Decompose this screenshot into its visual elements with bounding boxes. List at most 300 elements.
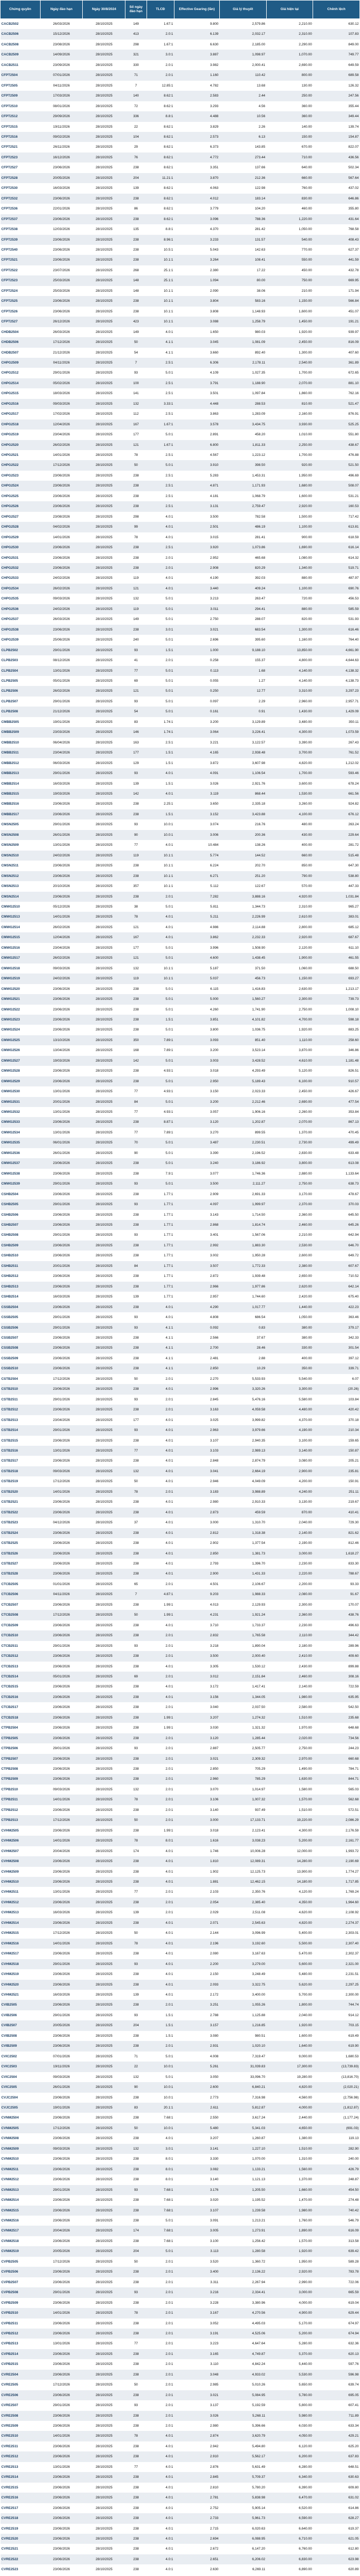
cell-difference: 710.52 xyxy=(313,1271,360,1281)
cell-days-left: 93 xyxy=(125,1395,147,1405)
cell-trade-date: 28/10/2025 xyxy=(83,1672,125,1682)
cell-effective-gearing: 2.611 xyxy=(174,2103,219,2113)
cell-code: CVHM2519 xyxy=(1,1969,41,1979)
cell-trade-date: 28/10/2025 xyxy=(83,388,125,398)
cell-trade-date: 28/10/2025 xyxy=(83,2226,125,2236)
cell-difference: 355.80 xyxy=(313,204,360,214)
cell-code: CVHM2516 xyxy=(1,1939,41,1949)
cell-ratio: 1.77:1 xyxy=(147,1230,174,1240)
cell-market-price: 3,100.00 xyxy=(266,1436,313,1446)
cell-days-left: 93 xyxy=(125,768,147,778)
table-row xyxy=(1,1959,360,1969)
table-row xyxy=(1,1538,360,1548)
cell-code: CMWG2532 xyxy=(1,1107,41,1117)
cell-days-left: 238 xyxy=(125,1651,147,1661)
cell-theoretical-price: 3,226.41 xyxy=(219,727,266,737)
cell-market-price: 1,060.00 xyxy=(266,963,313,974)
cell-effective-gearing: 4.181 xyxy=(174,491,219,501)
cell-code: CTPB2504 xyxy=(1,1723,41,1733)
cell-theoretical-price: 1,560.27 xyxy=(219,994,266,1004)
cell-trade-date: 28/10/2025 xyxy=(83,2185,125,2195)
cell-effective-gearing: 3.015 xyxy=(174,532,219,542)
cell-trade-date: 28/10/2025 xyxy=(83,2236,125,2246)
cell-difference: 247.56 xyxy=(313,91,360,101)
cell-market-price: 2,370.00 xyxy=(266,1199,313,1209)
cell-ratio: 8.87:1 xyxy=(147,1117,174,1127)
cell-theoretical-price: 2,910.33 xyxy=(219,1497,266,1507)
cell-listing-date: 09/03/2026 xyxy=(40,1785,83,1795)
cell-listing-date: 23/08/2026 xyxy=(40,40,83,50)
cell-difference: 171.94 xyxy=(313,286,360,296)
cell-code: CVPB2510 xyxy=(1,2308,41,2318)
cell-ratio: 10.0:1 xyxy=(147,2062,174,2072)
table-row xyxy=(1,1015,360,1025)
cell-trade-date: 28/10/2025 xyxy=(83,1363,125,1373)
cell-theoretical-price: 1,741.90 xyxy=(219,1005,266,1015)
table-row xyxy=(1,204,360,214)
cell-effective-gearing: 4.231 xyxy=(174,1610,219,1620)
cell-ratio: 2.0:1 xyxy=(147,1641,174,1651)
table-row xyxy=(1,2010,360,2020)
cell-theoretical-price: 1,321.32 xyxy=(219,1723,266,1733)
cell-code: CMWG2536 xyxy=(1,1148,41,1158)
cell-difference: 429.21 xyxy=(313,2431,360,2441)
cell-effective-gearing: 2.172 xyxy=(174,1990,219,2000)
table-row xyxy=(1,2041,360,2051)
table-row xyxy=(1,1569,360,1579)
table-row xyxy=(1,358,360,368)
cell-theoretical-price: 3,320.26 xyxy=(219,1384,266,1394)
table-row xyxy=(1,440,360,450)
cell-listing-date: 13/01/2026 xyxy=(40,1887,83,1897)
table-row xyxy=(1,1508,360,1518)
cell-trade-date: 28/10/2025 xyxy=(83,2483,125,2493)
table-row xyxy=(1,70,360,80)
cell-trade-date: 28/10/2025 xyxy=(83,1662,125,1672)
cell-effective-gearing: 3.650 xyxy=(174,799,219,809)
cell-theoretical-price: 6,088.95 xyxy=(219,2534,266,2544)
cell-code: CVNM2518 xyxy=(1,2236,41,2246)
cell-listing-date: 23/06/2026 xyxy=(40,553,83,563)
table-row xyxy=(1,50,360,60)
cell-trade-date: 28/10/2025 xyxy=(83,235,125,245)
cell-difference: 616.09 xyxy=(313,2226,360,2236)
cell-market-price: 3,140.00 xyxy=(266,1446,313,1456)
cell-listing-date: 23/06/2026 xyxy=(40,1867,83,1877)
table-row xyxy=(1,2400,360,2410)
cell-code: CVIB2505 xyxy=(1,2000,41,2010)
table-row xyxy=(1,40,360,50)
cell-effective-gearing: 3.910 xyxy=(174,460,219,470)
cell-trade-date: 28/10/2025 xyxy=(83,1897,125,1907)
cell-difference: 812.46 xyxy=(313,1538,360,1548)
cell-theoretical-price: 273.44 xyxy=(219,152,266,163)
cell-trade-date: 28/10/2025 xyxy=(83,50,125,60)
cell-listing-date: 23/06/2026 xyxy=(40,214,83,224)
cell-code: CVPB2507 xyxy=(1,2277,41,2287)
cell-theoretical-price: 1,567.06 xyxy=(219,1230,266,1240)
cell-code: CMWG2514 xyxy=(1,922,41,932)
cell-listing-date: 17/12/2026 xyxy=(40,1928,83,1938)
cell-effective-gearing: 3.091 xyxy=(174,2216,219,2226)
cell-difference: 685.12 xyxy=(313,922,360,932)
cell-theoretical-price: 200.36 xyxy=(219,830,266,840)
cell-code: CTCB2513 xyxy=(1,1662,41,1672)
cell-code: CMSN2509 xyxy=(1,840,41,850)
cell-code: CVPB2508 xyxy=(1,2287,41,2297)
cell-code: CFPT2521 xyxy=(1,255,41,265)
cell-theoretical-price: 2,226.99 xyxy=(219,912,266,922)
cell-code: CFPT2509 xyxy=(1,91,41,101)
cell-market-price: 5,480.00 xyxy=(266,1969,313,1979)
cell-trade-date: 28/10/2025 xyxy=(83,1374,125,1384)
cell-days-left: 238 xyxy=(125,994,147,1004)
cell-days-left: 69 xyxy=(125,676,147,686)
cell-code: CSHB2505 xyxy=(1,1199,41,1209)
cell-market-price: 2,900.00 xyxy=(266,1466,313,1476)
cell-listing-date: 12/03/2026 xyxy=(40,224,83,234)
cell-listing-date: 16/03/2026 xyxy=(40,183,83,193)
cell-effective-gearing: 10.484 xyxy=(174,840,219,850)
cell-days-left: 238 xyxy=(125,1251,147,1261)
cell-difference: (13,739.83) xyxy=(313,2062,360,2072)
cell-difference: 689.58 xyxy=(313,70,360,80)
cell-listing-date: 26/02/2026 xyxy=(40,922,83,932)
cell-theoretical-price: 2,023.33 xyxy=(219,1086,266,1096)
cell-theoretical-price: 5,709.37 xyxy=(219,2472,266,2482)
cell-ratio: 4.0:1 xyxy=(147,1969,174,1979)
table-row xyxy=(1,19,360,30)
cell-ratio: 10.1:1 xyxy=(147,255,174,265)
cell-days-left: 78 xyxy=(125,1795,147,1805)
cell-effective-gearing: 1.902 xyxy=(174,1867,219,1877)
cell-theoretical-price: 4,049.09 xyxy=(219,1476,266,1486)
cell-theoretical-price: 5,396.66 xyxy=(219,2421,266,2431)
cell-days-left: 298 xyxy=(125,512,147,522)
cell-trade-date: 28/10/2025 xyxy=(83,101,125,111)
cell-code: CFPT2510 xyxy=(1,101,41,111)
cell-code: CVNM2516 xyxy=(1,2216,41,2226)
cell-market-price: 4,620.00 xyxy=(266,1907,313,1917)
cell-listing-date: 23/06/2026 xyxy=(40,1333,83,1343)
cell-code: CSTB2512 xyxy=(1,1405,41,1415)
cell-theoretical-price: 3,617.24 xyxy=(219,2113,266,2123)
cell-market-price: 4,120.00 xyxy=(266,1887,313,1897)
cell-effective-gearing: 3.870 xyxy=(174,173,219,183)
cell-market-price: 480.00 xyxy=(266,819,313,829)
cell-listing-date: 23/06/2026 xyxy=(40,2493,83,2503)
cell-difference: 477.54 xyxy=(313,1097,360,1107)
cell-listing-date: 12/04/2026 xyxy=(40,419,83,430)
header-code: Chứng quyền xyxy=(1,1,41,19)
cell-listing-date: 23/06/2026 xyxy=(40,1662,83,1672)
cell-trade-date: 28/10/2025 xyxy=(83,1282,125,1292)
cell-ratio: 2.0:1 xyxy=(147,563,174,573)
cell-listing-date: 29/01/2026 xyxy=(40,645,83,655)
cell-days-left: 7 xyxy=(125,358,147,368)
cell-theoretical-price: 3,192.60 xyxy=(219,1939,266,1949)
cell-listing-date: 20/01/2026 xyxy=(40,1261,83,1271)
cell-effective-gearing: 5.112 xyxy=(174,881,219,891)
cell-theoretical-price: 37.67 xyxy=(219,1333,266,1343)
cell-difference: 693.27 xyxy=(313,974,360,984)
cell-difference: 2,300.00 xyxy=(313,1990,360,2000)
table-row xyxy=(1,409,360,419)
cell-code: CMWG2537 xyxy=(1,1158,41,1168)
cell-ratio: 4.0:1 xyxy=(147,1559,174,1569)
table-row xyxy=(1,2103,360,2113)
cell-days-left: 321 xyxy=(125,50,147,60)
cell-trade-date: 28/10/2025 xyxy=(83,60,125,70)
cell-market-price: 1,680.00 xyxy=(266,481,313,491)
table-row xyxy=(1,2236,360,2246)
cell-code: CMWG2526 xyxy=(1,1045,41,1055)
cell-effective-gearing: 2.812 xyxy=(174,1528,219,1538)
cell-effective-gearing: 2.793 xyxy=(174,1559,219,1569)
cell-theoretical-price: 5,812.87 xyxy=(219,2103,266,2113)
cell-effective-gearing: 4.008 xyxy=(174,2052,219,2062)
cell-trade-date: 28/10/2025 xyxy=(83,2216,125,2226)
cell-listing-date: 17/12/2026 xyxy=(40,2123,83,2133)
cell-effective-gearing: 3.041 xyxy=(174,1466,219,1476)
cell-ratio: 4.0:1 xyxy=(147,1549,174,1559)
cell-effective-gearing: 3.804 xyxy=(174,296,219,306)
cell-days-left: 84 xyxy=(125,1261,147,1271)
cell-ratio: 4.0:1 xyxy=(147,1569,174,1579)
cell-market-price: 850.00 xyxy=(266,861,313,871)
cell-ratio: 1.74:1 xyxy=(147,727,174,737)
cell-effective-gearing: 3.920 xyxy=(174,542,219,552)
cell-days-left: 268 xyxy=(125,265,147,275)
cell-theoretical-price: 12,462.15 xyxy=(219,1877,266,1887)
cell-trade-date: 28/10/2025 xyxy=(83,2329,125,2339)
cell-trade-date: 28/10/2025 xyxy=(83,91,125,101)
cell-difference: 729.30 xyxy=(313,1518,360,1528)
cell-ratio: 4.0:1 xyxy=(147,2441,174,2451)
cell-difference: 308.16 xyxy=(313,1672,360,1682)
cell-code: CLPB2503 xyxy=(1,655,41,665)
cell-trade-date: 28/10/2025 xyxy=(83,471,125,481)
cell-difference: 690.76 xyxy=(313,584,360,594)
cell-trade-date: 28/10/2025 xyxy=(83,1549,125,1559)
cell-code: CFPT2523 xyxy=(1,152,41,163)
cell-ratio: 2.5:1 xyxy=(147,471,174,481)
table-row xyxy=(1,1415,360,1425)
cell-trade-date: 28/10/2025 xyxy=(83,2062,125,2072)
table-row xyxy=(1,2298,360,2308)
cell-effective-gearing: 3.500 xyxy=(174,512,219,522)
cell-difference: 593.46 xyxy=(313,768,360,778)
cell-difference: 2,108.92 xyxy=(313,1907,360,1917)
table-row xyxy=(1,1754,360,1764)
table-row xyxy=(1,2257,360,2267)
cell-market-price: 3,130.00 xyxy=(266,1497,313,1507)
table-header-row xyxy=(1,1,360,19)
cell-ratio: 8.0:1 xyxy=(147,2154,174,2164)
cell-ratio: 5.0:1 xyxy=(147,1076,174,1086)
cell-market-price: 3,080.00 xyxy=(266,1456,313,1466)
cell-ratio: 10.1:1 xyxy=(147,296,174,306)
cell-theoretical-price: 3,523.14 xyxy=(219,1045,266,1055)
table-row xyxy=(1,1169,360,1179)
cell-market-price: 1,700.00 xyxy=(266,450,313,460)
cell-listing-date: 26/03/2026 xyxy=(40,327,83,337)
cell-days-left: 238 xyxy=(125,1117,147,1127)
cell-days-left: 148 xyxy=(125,275,147,285)
cell-listing-date: 23/06/2026 xyxy=(40,563,83,573)
cell-effective-gearing: 4.109 xyxy=(174,368,219,378)
cell-days-left: 168 xyxy=(125,1045,147,1055)
cell-code: CLPB2504 xyxy=(1,666,41,676)
cell-theoretical-price: 1,890.04 xyxy=(219,1641,266,1651)
table-row xyxy=(1,2246,360,2256)
cell-theoretical-price: 1,027.35 xyxy=(219,368,266,378)
cell-effective-gearing: 0.250 xyxy=(174,686,219,696)
cell-listing-date: 23/06/2026 xyxy=(40,2451,83,2461)
cell-listing-date: 29/01/2026 xyxy=(40,2185,83,2195)
cell-listing-date: 19/03/2026 xyxy=(40,1056,83,1066)
cell-difference: 4,138.73 xyxy=(313,676,360,686)
cell-ratio: 10.5:1 xyxy=(147,245,174,255)
cell-trade-date: 28/10/2025 xyxy=(83,1579,125,1589)
cell-market-price: 5,620.00 xyxy=(266,1980,313,1990)
cell-code: CVIB2509 xyxy=(1,2041,41,2051)
cell-effective-gearing: 2.985 xyxy=(174,2380,219,2390)
cell-listing-date: 23/06/2026 xyxy=(40,1302,83,1312)
cell-code: CMWG2539 xyxy=(1,1179,41,1189)
table-row xyxy=(1,1641,360,1651)
cell-days-left: 238 xyxy=(125,2133,147,2143)
cell-theoretical-price: 3,186.92 xyxy=(219,1158,266,1168)
table-row xyxy=(1,2503,360,2513)
cell-code: CMWG2529 xyxy=(1,1076,41,1086)
cell-days-left: 29 xyxy=(125,142,147,152)
cell-code: CSHB2512 xyxy=(1,1271,41,1281)
cell-trade-date: 28/10/2025 xyxy=(83,2339,125,2349)
cell-market-price: 2,630.00 xyxy=(266,984,313,994)
cell-days-left: 174 xyxy=(125,2226,147,2236)
table-row xyxy=(1,707,360,717)
cell-difference: 630.12 xyxy=(313,19,360,30)
cell-code: CVPB2511 xyxy=(1,2319,41,2329)
cell-trade-date: 28/10/2025 xyxy=(83,1528,125,1538)
cell-code: CVPB2515 xyxy=(1,2359,41,2369)
cell-difference: 2,307.40 xyxy=(313,1939,360,1949)
table-row xyxy=(1,851,360,861)
cell-listing-date: 23/06/2026 xyxy=(40,2195,83,2205)
cell-theoretical-price: 2,334.41 xyxy=(219,2287,266,2297)
cell-theoretical-price: 4,842.24 xyxy=(219,2359,266,2369)
table-row xyxy=(1,2093,360,2103)
cell-market-price: 870.00 xyxy=(266,1508,313,1518)
table-row xyxy=(1,419,360,430)
cell-ratio: 8.8:1 xyxy=(147,224,174,234)
cell-listing-date: 09/03/2026 xyxy=(40,399,83,409)
table-row xyxy=(1,2062,360,2072)
cell-ratio: 2.0:1 xyxy=(147,2359,174,2369)
cell-difference: 426.67 xyxy=(313,1086,360,1096)
cell-listing-date: 20/04/2026 xyxy=(40,2226,83,2236)
cell-difference: 170.07 xyxy=(313,1600,360,1610)
cell-code: CHPG2530 xyxy=(1,542,41,552)
cell-theoretical-price: 2,000.40 xyxy=(219,1651,266,1661)
cell-difference: 614.86 xyxy=(313,2503,360,2513)
cell-ratio: 4.0:1 xyxy=(147,1476,174,1486)
cell-ratio: 4.0:1 xyxy=(147,1466,174,1476)
cell-effective-gearing: 2.950 xyxy=(174,1076,219,1086)
cell-listing-date: 23/06/2026 xyxy=(40,1384,83,1394)
cell-effective-gearing: 2.672 xyxy=(174,2544,219,2554)
cell-days-left: 77 xyxy=(125,2462,147,2472)
cell-difference: 620.89 xyxy=(313,2564,360,2574)
cell-code: CVNM2511 xyxy=(1,2164,41,2174)
cell-difference: (13,816.70) xyxy=(313,2072,360,2082)
cell-code: CHDB2504 xyxy=(1,327,41,337)
table-row xyxy=(1,2564,360,2574)
cell-market-price: 2,200.00 xyxy=(266,1579,313,1589)
table-row xyxy=(1,871,360,881)
cell-ratio: 2.0:1 xyxy=(147,2277,174,2287)
cell-ratio: 4.0:1 xyxy=(147,1918,174,1928)
cell-trade-date: 28/10/2025 xyxy=(83,1158,125,1168)
cell-market-price: 760.00 xyxy=(266,183,313,193)
cell-difference: 447.33 xyxy=(313,881,360,891)
cell-listing-date: 23/06/2026 xyxy=(40,2041,83,2051)
cell-difference: 546.79 xyxy=(313,2216,360,2226)
cell-code: CSTB2515 xyxy=(1,1436,41,1446)
cell-effective-gearing: 5.283 xyxy=(174,471,219,481)
cell-code: CVRE2515 xyxy=(1,2483,41,2493)
cell-listing-date: 23/06/2026 xyxy=(40,1856,83,1866)
cell-ratio: 1.77:1 xyxy=(147,1282,174,1292)
cell-trade-date: 28/10/2025 xyxy=(83,871,125,881)
cell-trade-date: 28/10/2025 xyxy=(83,2298,125,2308)
cell-listing-date: 17/02/2026 xyxy=(40,409,83,419)
cell-listing-date: 23/06/2026 xyxy=(40,1877,83,1887)
cell-effective-gearing: 3.863 xyxy=(174,409,219,419)
cell-code: CSTB2513 xyxy=(1,1415,41,1425)
cell-code: CHPG2520 xyxy=(1,440,41,450)
cell-ratio: 4.0:1 xyxy=(147,1959,174,1969)
cell-difference: 849.00 xyxy=(313,40,360,50)
cell-trade-date: 28/10/2025 xyxy=(83,861,125,871)
cell-difference: 436.56 xyxy=(313,152,360,163)
cell-effective-gearing: 3.011 xyxy=(174,604,219,614)
cell-effective-gearing: 3.660 xyxy=(174,348,219,358)
cell-code: CTCB2510 xyxy=(1,1630,41,1640)
cell-trade-date: 28/10/2025 xyxy=(83,255,125,265)
cell-difference: 645.50 xyxy=(313,1210,360,1220)
cell-theoretical-price: 705.29 xyxy=(219,1764,266,1774)
cell-market-price: 6,760.00 xyxy=(266,2544,313,2554)
cell-market-price: 1,690.00 xyxy=(266,542,313,552)
cell-effective-gearing: 2.966 xyxy=(174,1282,219,1292)
cell-code: CTPB2505 xyxy=(1,1733,41,1743)
cell-code: CHPG2526 xyxy=(1,501,41,511)
cell-effective-gearing: 1.810 xyxy=(174,1856,219,1866)
cell-market-price: 1,530.00 xyxy=(266,789,313,799)
cell-ratio: 10.1:1 xyxy=(147,974,174,984)
table-row xyxy=(1,625,360,635)
cell-difference: 762.16 xyxy=(313,388,360,398)
cell-effective-gearing: 3.500 xyxy=(174,1179,219,1189)
cell-market-price: 2,210.00 xyxy=(266,1230,313,1240)
cell-code: CTPB2506 xyxy=(1,1743,41,1753)
cell-trade-date: 28/10/2025 xyxy=(83,1959,125,1969)
cell-ratio: 7.68:1 xyxy=(147,2226,174,2236)
cell-difference: 678.24 xyxy=(313,779,360,789)
cell-effective-gearing: 3.207 xyxy=(174,2133,219,2143)
